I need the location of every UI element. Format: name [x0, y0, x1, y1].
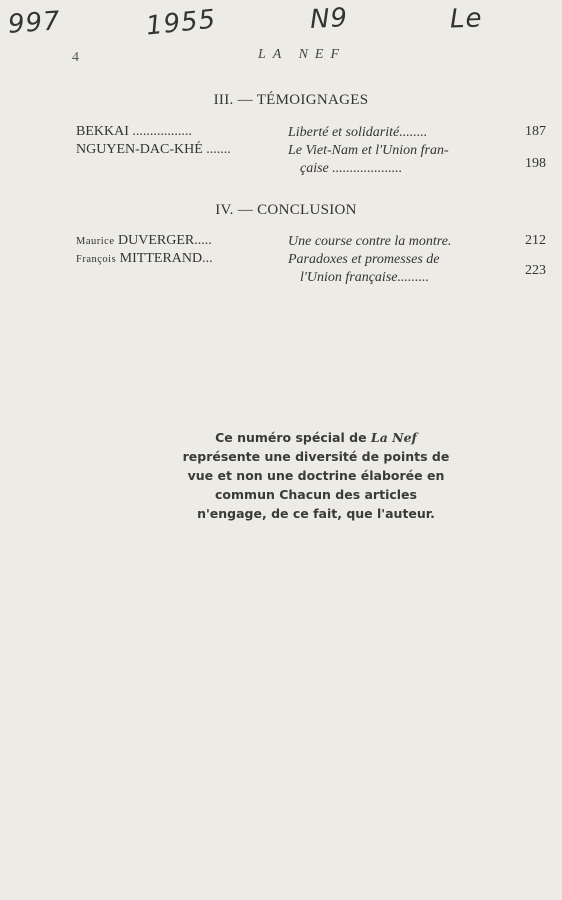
toc-title-line: Liberté et solidarité........: [288, 125, 428, 140]
toc-author: BEKKAI .................: [76, 124, 192, 139]
toc-page: 187: [525, 124, 546, 139]
notice-journal-name: La Nef: [370, 430, 417, 445]
section-title-conclusion: IV. — CONCLUSION: [215, 202, 357, 218]
toc-title: [288, 233, 508, 251]
section-title-temoignages: III. — TÉMOIGNAGES: [213, 92, 369, 108]
toc-author: [76, 251, 213, 267]
handwritten-note-year: 1955: [144, 4, 218, 42]
toc-author-lastname: DUVERGER.....: [114, 233, 212, 248]
notice-text-after: représente une diversité de points de vue et non une doctrine élaborée en commun Chacun des articles n'engage, de ce fait, que l'auteur.: [182, 449, 450, 521]
handwritten-note-issue: N9: [309, 3, 349, 35]
toc-author-firstname: Maurice: [76, 236, 115, 247]
toc-title-line: l'Union française.........: [300, 270, 429, 285]
handwritten-note-initials: Le: [449, 3, 483, 35]
toc-page: 198: [525, 156, 546, 171]
toc-title-line: Une course contre la montre.: [288, 234, 452, 249]
toc-author: [76, 233, 212, 249]
toc-title-line: çaise ....................: [300, 161, 403, 176]
toc-author-lastname: MITTERAND...: [116, 251, 213, 266]
toc-title: [288, 251, 508, 287]
toc-title-line: Le Viet-Nam et l'Union fran-: [288, 143, 449, 158]
toc-page: 212: [525, 233, 546, 248]
toc-page: 223: [525, 263, 546, 278]
editorial-notice: [180, 428, 452, 523]
toc-title-line: Paradoxes et promesses de: [288, 252, 440, 267]
toc-title: [288, 142, 508, 178]
notice-text-before: Ce numéro spécial de: [215, 430, 371, 445]
toc-author-firstname: François: [76, 254, 117, 265]
toc-author: NGUYEN-DAC-KHÉ .......: [76, 142, 231, 157]
running-head: LA NEF: [258, 47, 347, 62]
toc-title: [288, 124, 508, 142]
handwritten-note-number: 997: [7, 6, 62, 40]
page-number: 4: [72, 50, 79, 65]
